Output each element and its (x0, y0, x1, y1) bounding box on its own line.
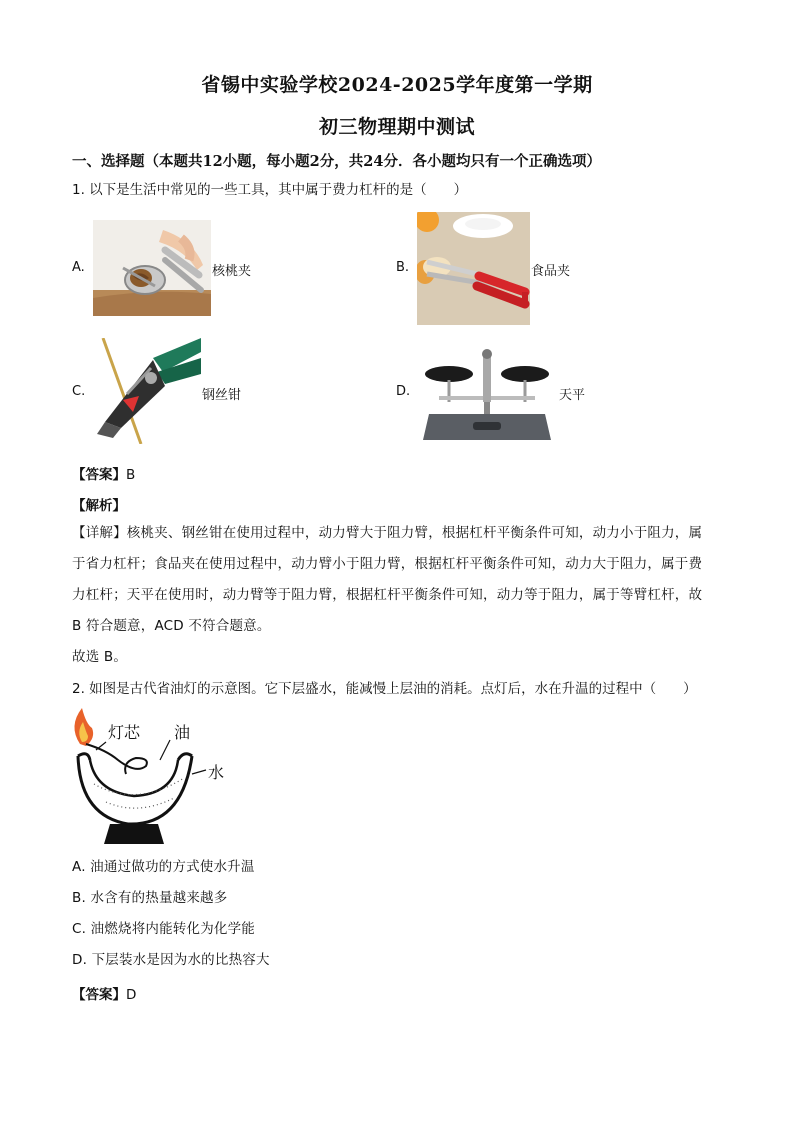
question-1-stem: 1. 以下是生活中常见的一些工具，其中属于费力杠杆的是（ ） (72, 182, 468, 198)
answer-value: B (126, 467, 136, 483)
option-c-caption: 钢丝钳 (202, 388, 242, 403)
wire-pliers-image (93, 338, 201, 444)
answer-label: 【答案】 (72, 467, 126, 483)
page-title: 省锡中实验学校2024-2025学年度第一学期 (201, 74, 593, 96)
question-2-stem: 2. 如图是古代省油灯的示意图。它下层盛水，能减慢上层油的消耗。点灯后，水在升温的过程中（ ） (72, 681, 697, 697)
section-heading: 一、选择题（本题共12小题，每小题2分，共24分．各小题均只有一个正确选项） (72, 153, 601, 170)
label-oil: 油 (174, 723, 191, 742)
option-b-caption: 食品夹 (531, 264, 571, 279)
detail-line: B 符合题意，ACD 不符合题意。 (72, 618, 271, 634)
option-b: B. 水含有的热量越来越多 (72, 890, 228, 906)
food-tongs-image (417, 212, 530, 325)
detail-paragraph (72, 518, 712, 673)
walnut-cracker-image (93, 220, 211, 316)
option-b-letter: B. (396, 260, 410, 275)
answer-value: D (126, 987, 137, 1003)
option-a-caption: 核桃夹 (212, 264, 252, 279)
option-a-letter: A. (72, 260, 85, 275)
option-a: A. 油通过做功的方式使水升温 (72, 859, 255, 875)
option-c-letter: C. (72, 384, 86, 399)
label-wick: 灯芯 (108, 723, 141, 742)
detail-line: 【详解】核桃夹、钢丝钳在使用过程中，动力臂大于阻力臂，根据杠杆平衡条件可知，动力小于阻力，属 (72, 525, 703, 541)
option-c: C. 油燃烧将内能转化为化学能 (72, 921, 256, 937)
balance-scale-image (417, 346, 557, 444)
option-d: D. 下层装水是因为水的比热容大 (72, 952, 270, 968)
analysis-label: 【解析】 (72, 498, 126, 514)
detail-line: 于省力杠杆；食品夹在使用过程中，动力臂小于阻力臂，根据杠杆平衡条件可知，动力大于阻力，属于费 (72, 556, 703, 572)
question-2-options (72, 852, 712, 976)
detail-line: 力杠杆；天平在使用时，动力臂等于阻力臂，根据杠杆平衡条件可知，动力等于阻力，属于等臂杠杆，故 (72, 587, 703, 603)
option-d-letter: D. (396, 384, 411, 399)
oil-lamp-figure (66, 704, 236, 850)
answer-label: 【答案】 (72, 987, 126, 1003)
label-water: 水 (208, 763, 225, 782)
conclusion-line: 故选 B。 (72, 649, 128, 665)
option-d-caption: 天平 (559, 388, 586, 403)
answer-2 (72, 983, 136, 1003)
page-subtitle: 初三物理期中测试 (318, 116, 475, 138)
answer-1 (72, 463, 135, 483)
